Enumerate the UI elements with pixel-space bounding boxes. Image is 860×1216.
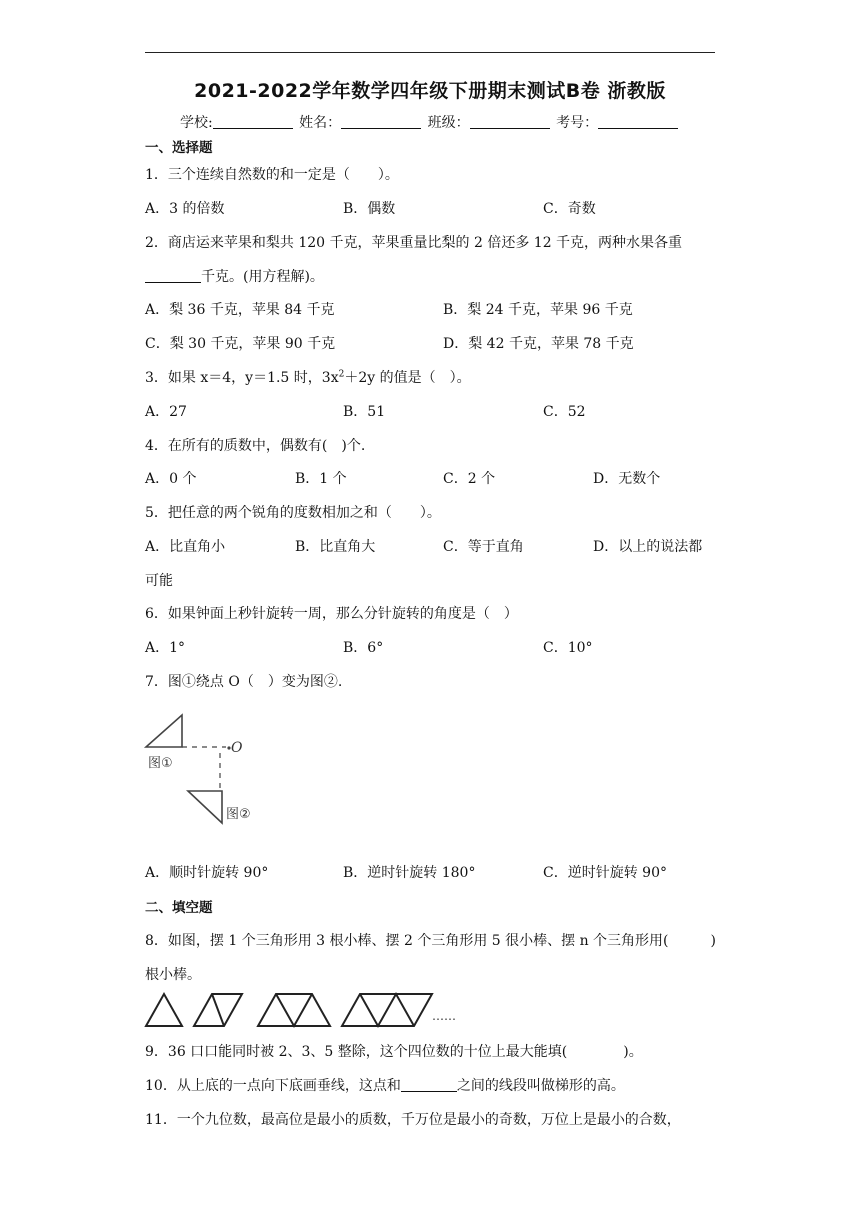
q5-option-d-continued: 可能: [145, 573, 173, 589]
q2-option-c: C．梨 30 千克，苹果 90 千克: [145, 336, 336, 352]
class-blank: [470, 114, 550, 129]
question-10: [145, 1075, 625, 1095]
top-rule: [145, 52, 715, 53]
pattern-2-triangles: [194, 994, 242, 1026]
q4-option-a: A．0 个: [145, 471, 197, 487]
q3-option-b: B．51: [343, 404, 386, 420]
q6-option-c: C．10°: [543, 640, 593, 656]
pattern-1-triangles: [146, 994, 182, 1026]
school-blank: [213, 114, 293, 129]
exam-no-label: 考号：: [556, 115, 599, 131]
student-info-line: [180, 112, 680, 132]
q4-option-b: B．1 个: [295, 471, 347, 487]
question-2-line-2: [145, 266, 324, 286]
class-label: 班级：: [427, 115, 470, 131]
q5-option-a: A．比直角小: [145, 539, 226, 555]
q7-option-b: B．逆时针旋转 180°: [343, 865, 476, 881]
q2-answer-blank: [145, 268, 201, 283]
section-fill-heading: 二、填空题: [145, 900, 213, 916]
q2-option-d: D．梨 42 千克，苹果 78 千克: [443, 336, 634, 352]
section-choice-heading: 一、选择题: [145, 140, 213, 156]
triangle-sticks-figure: [140, 990, 480, 1032]
q2-option-a: A．梨 36 千克，苹果 84 千克: [145, 302, 335, 318]
figure-2-triangle: [188, 791, 222, 823]
page-title: 2021-2022学年数学四年级下册期末测试B卷 浙教版: [194, 80, 666, 102]
question-8-line-1: 8．如图，摆 1 个三角形用 3 根小棒、摆 2 个三角形用 5 很小棒、摆 n 个三角形用( ): [145, 933, 716, 949]
figure-2-label: 图②: [226, 807, 251, 822]
q4-option-c: C．2 个: [443, 471, 496, 487]
pattern-4-triangles: [342, 994, 432, 1026]
q2-option-b: B．梨 24 千克，苹果 96 千克: [443, 302, 633, 318]
school-label: 学校:: [180, 115, 213, 131]
q6-option-a: A．1°: [145, 640, 186, 656]
q5-option-d: D．以上的说法都: [593, 539, 703, 555]
q7-option-a: A．顺时针旋转 90°: [145, 865, 269, 881]
q1-option-c: C．奇数: [543, 201, 596, 217]
question-4: 4．在所有的质数中，偶数有( )个.: [145, 438, 366, 454]
name-label: 姓名：: [299, 115, 342, 131]
question-9: 9．36 口口能同时被 2、3、5 整除，这个四位数的十位上最大能填( )。: [145, 1044, 643, 1060]
q10-text-post: 之间的线段叫做梯形的高。: [456, 1078, 625, 1094]
pattern-ellipsis: ……: [432, 1009, 456, 1023]
q2-line-2-text: 千克。(用方程解)。: [201, 269, 324, 285]
q10-text-pre: 10．从上底的一点向下底画垂线，这点和: [145, 1078, 401, 1094]
question-6: 6．如果钟面上秒针旋转一周，那么分针旋转的角度是（ ）: [145, 606, 518, 622]
figure-1-label: 图①: [148, 756, 173, 771]
q5-option-b: B．比直角大: [295, 539, 376, 555]
question-11: 11．一个九位数，最高位是最小的质数，千万位是最小的奇数，万位上是最小的合数，: [145, 1112, 681, 1128]
pattern-3-triangles: [258, 994, 330, 1026]
q3-text-post: ＋2y 的值是（ ）。: [344, 370, 471, 386]
q6-option-b: B．6°: [343, 640, 384, 656]
q10-answer-blank: [401, 1077, 457, 1092]
rotation-figure: [140, 705, 270, 835]
question-7: 7．图①绕点 O（ ）变为图②.: [145, 674, 343, 690]
figure-1-triangle: [146, 715, 182, 747]
question-8-line-2: 根小棒。: [145, 967, 201, 983]
name-blank: [341, 114, 421, 129]
q1-option-a: A．3 的倍数: [145, 201, 225, 217]
q7-option-c: C．逆时针旋转 90°: [543, 865, 667, 881]
exam-no-blank: [598, 114, 678, 129]
q3-option-a: A．27: [145, 404, 187, 420]
point-o-label: O: [231, 740, 243, 756]
q3-option-c: C．52: [543, 404, 586, 420]
q1-option-b: B．偶数: [343, 201, 396, 217]
q3-exponent: 2: [338, 369, 345, 380]
q5-option-c: C．等于直角: [443, 539, 524, 555]
question-5: 5．把任意的两个锐角的度数相加之和（ ）。: [145, 505, 441, 521]
q4-option-d: D．无数个: [593, 471, 661, 487]
question-1: 1．三个连续自然数的和一定是（ ）。: [145, 167, 399, 183]
question-3: [145, 367, 471, 387]
question-2-line-1: 2．商店运来苹果和梨共 120 千克，苹果重量比梨的 2 倍还多 12 千克，两种水果各重: [145, 235, 683, 251]
q3-text-pre: 3．如果 x＝4，y＝1.5 时，3x: [145, 370, 339, 386]
